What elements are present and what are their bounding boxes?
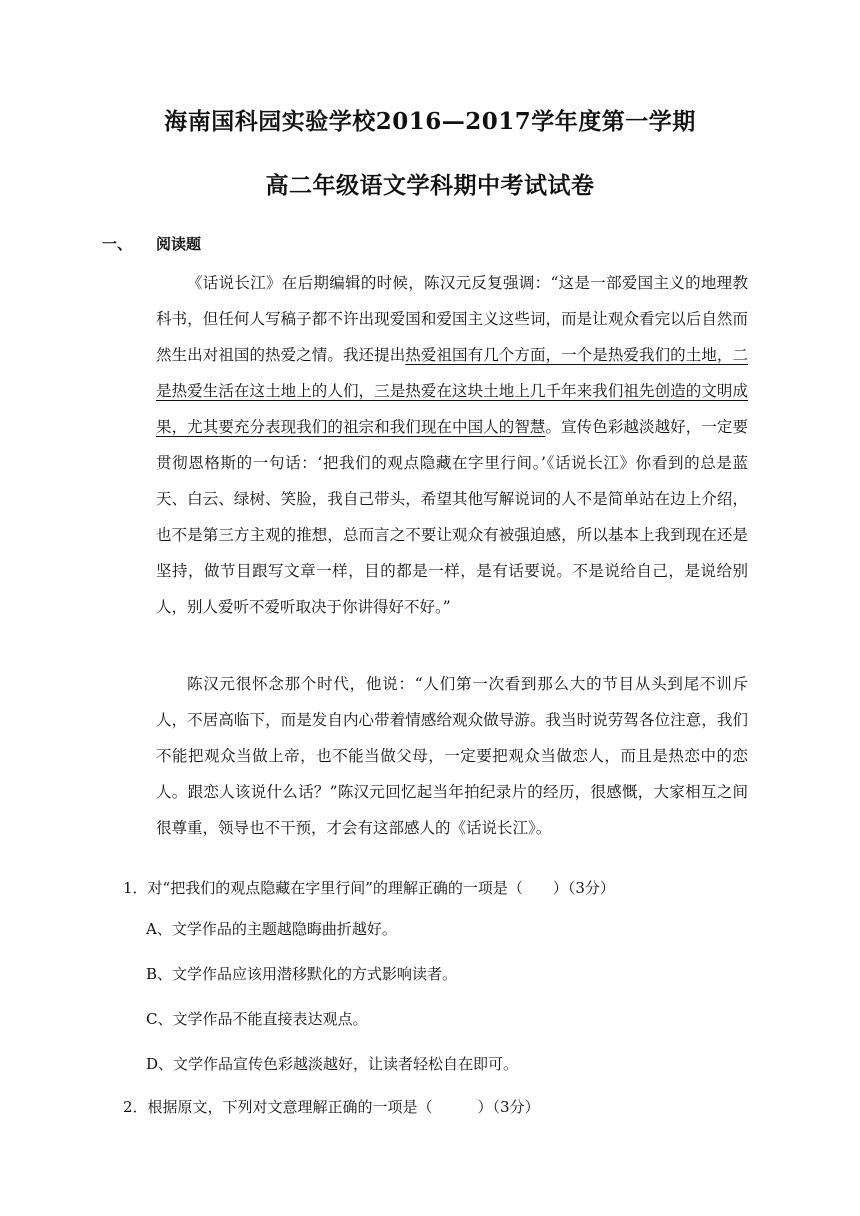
section-title: 阅读题 bbox=[156, 235, 202, 253]
section-number: 一、 bbox=[102, 235, 133, 253]
passage-paragraph-2: 陈汉元很怀念那个时代，他说：“人们第一次看到那么大的节目从头到尾不训斥人，不居高临下，而是发自内心带着情感给观众做导游。我当时说劳驾各位注意，我们不能把观众当做上帝，也不能当做父母，一定要把观众当做恋人，而且是热恋中的恋人。跟恋人该说什么话？”陈汉元回忆起当年拍纪录片的经历，很感慨，大家相互之间很尊重，领导也不干预，才会有这部感人的《话说长江》。 bbox=[156, 675, 748, 837]
underlined-passage-text: 热爱祖国有几个方面，一个是热爱我们的土地，二是热爱生活在这土地上的人们，三是热爱在这块土地上几千年来我们祖先创造的文明成果，尤其要充分表现我们的祖宗和我们现在中国人的智慧 bbox=[156, 346, 748, 436]
passage-text: 《话说长江》在后期编辑的时候，陈汉元反复强调：“这是一部爱国主义的地理教科书，但任何人写稿子都不许出现爱国和爱国主义这些词，而是让观众看完以后自然而然生出对祖国的热爱之情。我还提出 bbox=[156, 274, 748, 364]
question-1-option-d: D、文学作品宣传色彩越淡越好，让读者轻松自在即可。 bbox=[146, 1055, 519, 1073]
document-subtitle: 高二年级语文学科期中考试试卷 bbox=[265, 172, 595, 199]
question-1-option-a: A、文学作品的主题越隐晦曲折越好。 bbox=[146, 920, 397, 938]
document-title: 海南国科园实验学校2016—2017学年度第一学期 bbox=[164, 108, 696, 135]
passage-text: 。宣传色彩越淡越好，一定要贯彻恩格斯的一句话：‘把我们的观点隐藏在字里行间。’《话说长江》你看到的总是蓝天、白云、绿树、笑脸，我自己带头，希望其他写解说词的人不是简单站在边上介绍，也不是第三方主观的推想，总而言之不要让观众有被强迫感，所以基本上我到现在还是坚持，做节目跟写文章一样，目的都是一样，是有话要说。不是说给自己，是说给别人，别人爱听不爱听取决于你讲得好不好。” bbox=[156, 418, 748, 616]
section-heading bbox=[102, 233, 201, 254]
passage-paragraph-1 bbox=[156, 265, 748, 625]
question-1-stem: 1．对“把我们的观点隐藏在字里行间”的理解正确的一项是（ ）（3分） bbox=[123, 879, 615, 897]
question-1-option-b: B、文学作品应该用潜移默化的方式影响读者。 bbox=[146, 965, 458, 983]
question-1-option-c: C、文学作品不能直接表达观点。 bbox=[146, 1010, 368, 1028]
question-2-stem: 2．根据原文，下列对文意理解正确的一项是（ ）（3分） bbox=[123, 1098, 540, 1116]
